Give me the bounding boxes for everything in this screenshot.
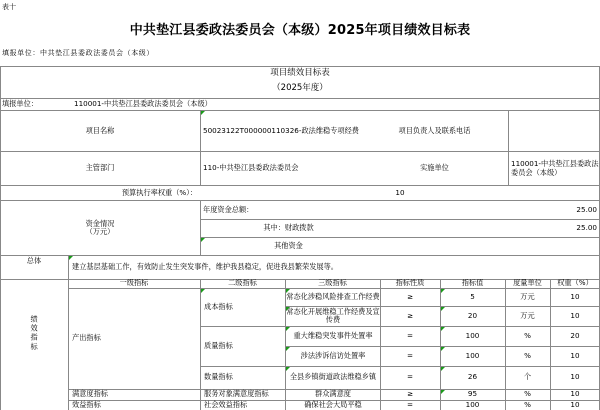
other-funds-value (450, 238, 600, 255)
weight-cell: 20 (570, 330, 580, 340)
project-owner-label: 项目负责人及联系电话 (398, 125, 471, 135)
budget-weight-value: 10 (395, 187, 405, 197)
l2-social: 社会效益指标 (204, 400, 248, 409)
l3-cell: 群众满意度 (315, 389, 351, 399)
annual-total-label: 年度资金总额： (203, 204, 254, 214)
nature-cell: ≥ (406, 389, 414, 399)
l3-cell: 涉法涉诉信访处置率 (300, 350, 366, 360)
weight-cell: 10 (570, 400, 580, 409)
value-cell: 95 (467, 389, 478, 399)
weight-cell: 10 (570, 389, 580, 399)
l3-cell: 常态化开展维稳工作经费及宣传费 (286, 306, 380, 324)
value-cell: 100 (465, 330, 480, 340)
weight-cell: 10 (570, 310, 580, 320)
page-title: 中共垫江县委政法委员会（本级）2025年项目绩效目标表 (129, 23, 471, 38)
fill-unit-line: 填报单位：中共垫江县委政法委员会（本级） (2, 49, 154, 57)
value-cell: 5 (470, 291, 475, 301)
budget-weight-label: 预算执行率权重（%）： (121, 187, 197, 197)
annual-total-value: 25.00 (576, 204, 597, 214)
table-year: （2025年度） (272, 83, 328, 94)
weight-cell: 10 (570, 350, 580, 360)
sheet-number: 表十 (2, 3, 16, 11)
header-nature: 指标性质 (395, 279, 425, 288)
l2-cost: 成本指标 (204, 301, 233, 311)
dept-label: 主管部门 (85, 163, 115, 173)
header-l1: 一级指标 (119, 279, 149, 288)
value-cell: 20 (467, 310, 478, 320)
l2-quality: 质量指标 (204, 340, 233, 350)
unit-cell: 个 (523, 372, 532, 382)
nature-cell: ≥ (406, 310, 414, 320)
l1-satisfaction: 满意度指标 (72, 389, 108, 399)
header-value: 指标值 (461, 279, 484, 288)
weight-cell: 10 (570, 372, 580, 382)
unit-cell: 万元 (520, 291, 535, 301)
header-weight: 权重（%） (557, 279, 593, 288)
unit-cell: % (524, 400, 531, 409)
project-name-value: 50023122T000000110326-政法维稳专项经费 (203, 125, 359, 135)
impl-unit-value: 110001-中共垫江县委政法委员会（本级） (511, 159, 599, 177)
l3-cell: 重大维稳突发事件处置率 (293, 330, 373, 340)
unit-cell: % (524, 389, 531, 399)
unit-cell: 万元 (520, 310, 535, 320)
l3-cell: 确保社会大局平稳 (304, 400, 362, 409)
header-l3: 三级指标 (318, 279, 347, 288)
funds-label: 资金情况（万元） (85, 218, 115, 236)
project-name-label: 项目名称 (85, 125, 115, 135)
value-cell: 100 (465, 400, 480, 409)
other-funds-label: 其他资金 (274, 241, 303, 251)
l2-service: 服务对象满意度指标 (204, 389, 269, 399)
unit-cell: % (524, 350, 531, 360)
table-title: 项目绩效目标表 (270, 68, 330, 79)
l1-output: 产出指标 (72, 333, 101, 343)
l3-cell: 全县乡镇街道政法维稳乡镇 (289, 372, 377, 382)
overall-label: 总体 (26, 256, 42, 265)
nature-cell: = (406, 350, 414, 360)
l1-benefit: 效益指标 (72, 400, 101, 409)
nature-cell: = (406, 330, 414, 340)
header-l2: 二级指标 (228, 279, 257, 288)
nature-cell: = (406, 400, 414, 409)
nature-cell: = (406, 372, 414, 382)
dept-value: 110-中共垫江县委政法委员会 (203, 163, 299, 173)
fill-unit-value: 110001-中共垫江县委政法委员会（本级） (74, 99, 212, 109)
fiscal-label: 其中：财政拨款 (263, 223, 314, 233)
impl-unit-label: 实施单位 (420, 163, 449, 173)
l3-cell: 常态化涉稳风险排查工作经费 (286, 291, 380, 301)
unit-cell: % (524, 330, 531, 340)
fiscal-value: 25.00 (576, 223, 597, 233)
header-unit: 度量单位 (513, 279, 542, 288)
perf-indicator-label: 绩效指标 (30, 314, 40, 352)
nature-cell: ≥ (406, 291, 414, 301)
value-cell: 100 (465, 350, 480, 360)
weight-cell: 10 (570, 291, 580, 301)
value-cell: 26 (467, 372, 478, 382)
fill-unit-label: 填报单位： (2, 99, 38, 109)
overall-value: 建立基层基础工作，有效防止发生突发事件，维护我县稳定，促进我县繁荣发展等。 (72, 262, 338, 272)
l2-quantity: 数量指标 (204, 372, 233, 382)
